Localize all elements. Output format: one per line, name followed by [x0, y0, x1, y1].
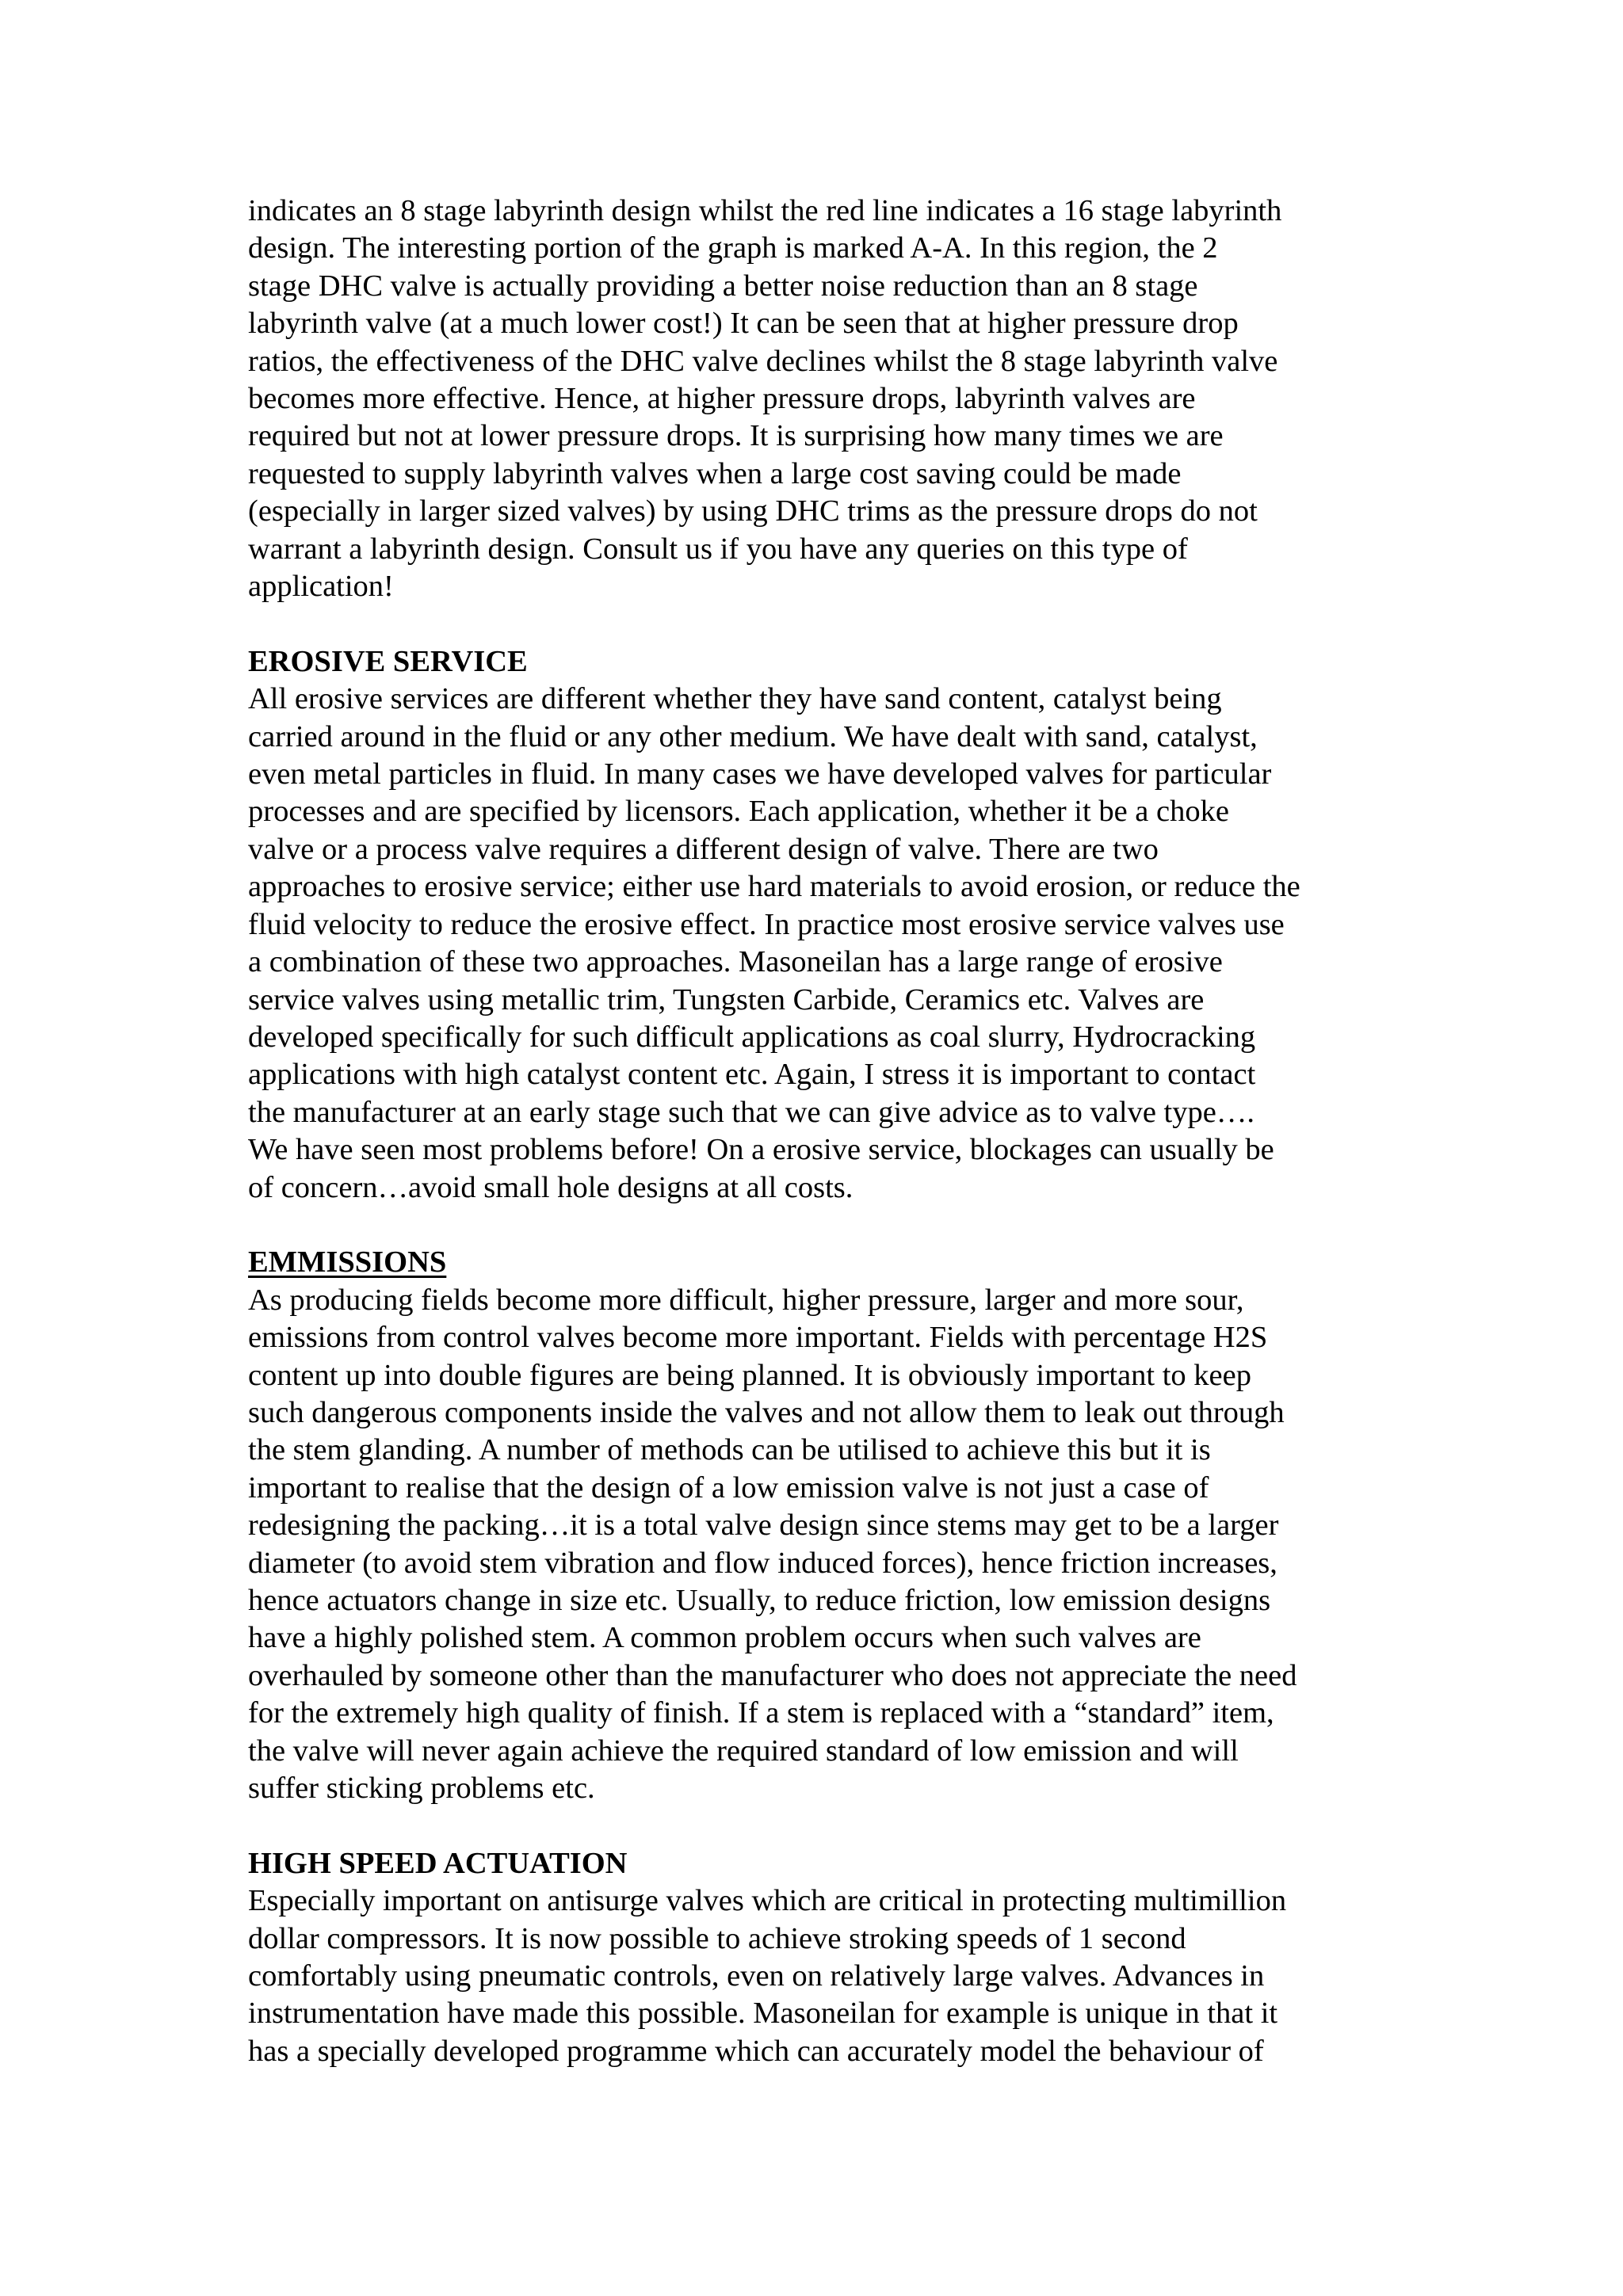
- text-line: the manufacturer at an early stage such that we can give advice as to valve type….: [248, 1095, 1254, 1129]
- text-line: content up into double figures are being planned. It is obviously important to keep: [248, 1358, 1251, 1392]
- text-line: overhauled by someone other than the manufacturer who does not appreciate the need: [248, 1658, 1297, 1692]
- text-line: service valves using metallic trim, Tungsten Carbide, Ceramics etc. Valves are: [248, 982, 1205, 1016]
- text-line: All erosive services are different whether they have sand content, catalyst being: [248, 682, 1222, 716]
- text-line: ratios, the effectiveness of the DHC valve declines whilst the 8 stage labyrinth valve: [248, 344, 1278, 378]
- text-line: for the extremely high quality of finish. If a stem is replaced with a “standard” item,: [248, 1696, 1274, 1730]
- section-heading-erosive-service: EROSIVE SERVICE: [248, 644, 528, 678]
- text-line: emissions from control valves become more important. Fields with percentage H2S: [248, 1321, 1268, 1355]
- text-line: approaches to erosive service; either use hard materials to avoid erosion, or reduce the: [248, 870, 1300, 904]
- intro-paragraph: [248, 193, 1397, 605]
- text-line: such dangerous components inside the valves and not allow them to leak out through: [248, 1395, 1285, 1429]
- high-speed-actuation-section: [248, 1845, 1397, 2070]
- text-line: redesigning the packing…it is a total valve design since stems may get to be a larger: [248, 1508, 1279, 1543]
- text-line: required but not at lower pressure drops. It is surprising how many times we are: [248, 419, 1224, 453]
- text-line: We have seen most problems before! On a erosive service, blockages can usually be: [248, 1133, 1274, 1167]
- text-line: indicates an 8 stage labyrinth design whilst the red line indicates a 16 stage labyrinth: [248, 194, 1282, 227]
- text-line: comfortably using pneumatic controls, even on relatively large valves. Advances in: [248, 1959, 1265, 1993]
- text-line: developed specifically for such difficult applications as coal slurry, Hydrocracking: [248, 1020, 1256, 1054]
- text-line: instrumentation have made this possible. Masoneilan for example is unique in that it: [248, 1997, 1278, 2031]
- text-line: even metal particles in fluid. In many cases we have developed valves for particular: [248, 757, 1272, 791]
- text-line: As producing fields become more difficult, higher pressure, larger and more sour,: [248, 1283, 1244, 1317]
- text-line: processes and are specified by licensors. Each application, whether it be a choke: [248, 795, 1229, 829]
- text-line: Especially important on antisurge valves which are critical in protecting multimillion: [248, 1884, 1287, 1918]
- text-line: requested to supply labyrinth valves when a large cost saving could be made: [248, 456, 1182, 490]
- text-line: the stem glanding. A number of methods can be utilised to achieve this but it is: [248, 1433, 1211, 1467]
- text-line: dollar compressors. It is now possible to achieve stroking speeds of 1 second: [248, 1921, 1186, 1955]
- text-line: important to realise that the design of a low emission valve is not just a case of: [248, 1470, 1209, 1505]
- text-line: design. The interesting portion of the graph is marked A-A. In this region, the 2: [248, 231, 1218, 265]
- text-line: fluid velocity to reduce the erosive effect. In practice most erosive service valves use: [248, 907, 1285, 941]
- section-heading-emissions-text: EMMISSIONS: [248, 1245, 447, 1280]
- text-line: have a highly polished stem. A common problem occurs when such valves are: [248, 1621, 1201, 1655]
- section-heading-emissions: [248, 1244, 1397, 1281]
- emissions-section: [248, 1244, 1397, 1807]
- text-line: applications with high catalyst content etc. Again, I stress it is important to contact: [248, 1058, 1256, 1092]
- text-line: becomes more effective. Hence, at higher pressure drops, labyrinth valves are: [248, 382, 1196, 416]
- text-line: hence actuators change in size etc. Usually, to reduce friction, low emission designs: [248, 1584, 1271, 1617]
- text-line: warrant a labyrinth design. Consult us if you have any queries on this type of: [248, 532, 1188, 566]
- text-line: carried around in the fluid or any other medium. We have dealt with sand, catalyst,: [248, 719, 1258, 753]
- text-line: suffer sticking problems etc.: [248, 1772, 595, 1806]
- section-heading-high-speed-actuation: HIGH SPEED ACTUATION: [248, 1846, 628, 1880]
- text-line: application!: [248, 570, 394, 604]
- paragraph-spacer: [248, 605, 1397, 643]
- erosive-service-section: [248, 643, 1397, 1207]
- text-line: (especially in larger sized valves) by using DHC trims as the pressure drops do not: [248, 494, 1258, 528]
- paragraph-spacer: [248, 1207, 1397, 1244]
- text-line: stage DHC valve is actually providing a better noise reduction than an 8 stage: [248, 269, 1198, 303]
- paragraph-spacer: [248, 1807, 1397, 1844]
- text-line: a combination of these two approaches. Masoneilan has a large range of erosive: [248, 945, 1223, 979]
- text-line: of concern…avoid small hole designs at all costs.: [248, 1170, 854, 1204]
- text-line: the valve will never again achieve the required standard of low emission and will: [248, 1733, 1239, 1768]
- text-line: labyrinth valve (at a much lower cost!) It can be seen that at higher pressure drop: [248, 307, 1239, 341]
- text-line: has a specially developed programme which can accurately model the behaviour of: [248, 2034, 1264, 2068]
- page-content: [248, 193, 1397, 2070]
- text-line: valve or a process valve requires a different design of valve. There are two: [248, 832, 1159, 866]
- text-line: diameter (to avoid stem vibration and flow induced forces), hence friction increases,: [248, 1546, 1277, 1580]
